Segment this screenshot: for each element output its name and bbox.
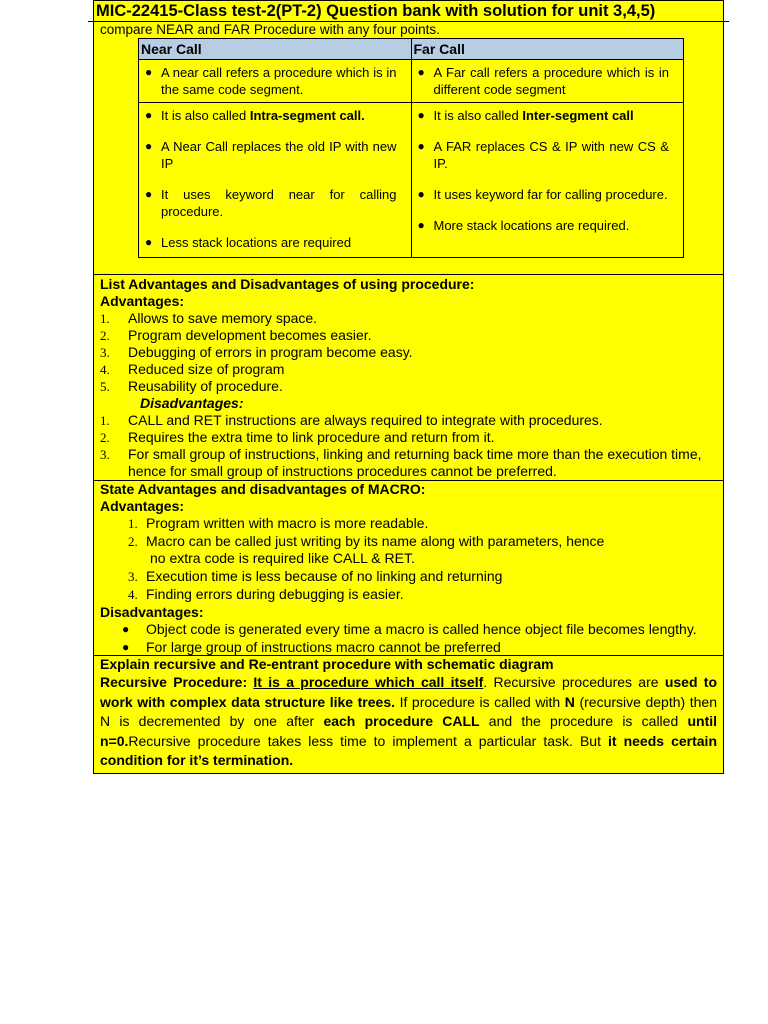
list-item: ● A Near Call replaces the old IP with new IP	[145, 139, 397, 171]
list-item: 2. Macro can be called just writing by its name along with parameters, hence no extra code is required like CALL & RET.	[128, 533, 605, 566]
list-item: ● A near call refers a procedure which is in the same code segment.	[145, 65, 397, 97]
bullet-icon: ●	[145, 139, 153, 153]
list-item: 1. Program written with macro is more readable.	[128, 515, 429, 531]
advantages-heading: Advantages:	[100, 498, 185, 514]
page-title: MIC-22415-Class test-2(PT-2) Question bank with solution for unit 3,4,5)	[88, 1, 729, 22]
question-text: State Advantages and disadvantages of MACRO:	[100, 481, 426, 497]
advantages-heading: Advantages:	[100, 293, 185, 309]
list-item: 5. Reusability of procedure.	[100, 378, 283, 394]
table-cell	[139, 103, 412, 258]
list-item: 1. CALL and RET instructions are always required to integrate with procedures.	[100, 412, 603, 428]
disadvantages-heading: Disadvantages:	[100, 604, 204, 620]
list-item: ● It uses keyword far for calling procedure.	[417, 187, 668, 202]
table-header-near: Near Call	[139, 39, 412, 60]
bullet-icon: ●	[145, 65, 153, 79]
list-item: ● A FAR replaces CS & IP with new CS & IP.	[417, 139, 669, 171]
bullet-icon: ●	[145, 108, 153, 122]
list-item: ● It uses keyword near for calling procedure.	[145, 187, 397, 219]
table-cell	[139, 60, 412, 103]
disadvantages-list	[100, 621, 717, 655]
list-item: ● For large group of instructions macro cannot be preferred	[122, 639, 501, 655]
question-text: Explain recursive and Re-entrant procedure with schematic diagram	[100, 656, 554, 672]
recursive-paragraph: Recursive Procedure: It is a procedure which call itself. Recursive procedures are used to work with complex data structure like trees. If procedure is called with N (recursive depth) then N is decremented by one after each procedure CALL and the procedure is called until n=0.Recursive procedure takes less time to implement a particular task. But it needs certain condition for it’s termination.	[100, 674, 718, 768]
question-procedure-section	[94, 274, 723, 480]
question-macro-section	[94, 480, 723, 655]
question-text: compare NEAR and FAR Procedure with any four points.	[100, 22, 440, 37]
list-item: 4. Finding errors during debugging is easier.	[128, 586, 404, 602]
bullet-icon: ●	[417, 65, 425, 79]
list-item: 1. Allows to save memory space.	[100, 310, 318, 326]
list-item: ● A Far call refers a procedure which is in different code segment	[417, 65, 669, 97]
bullet-icon: ●	[417, 139, 425, 153]
table-header-far: Far Call	[411, 39, 684, 60]
list-item: ● It is also called Intra-segment call.	[145, 108, 365, 123]
question-text: List Advantages and Disadvantages of using procedure:	[100, 276, 475, 292]
list-item: 3. For small group of instructions, linking and returning back time more than the execution time, hence for small group of instructions procedures cannot be preferred.	[100, 446, 702, 479]
list-item: ● It is also called Inter-segment call	[417, 108, 634, 123]
question-near-far-section	[94, 22, 723, 274]
list-item: ● More stack locations are required.	[417, 218, 630, 233]
advantages-list	[100, 515, 717, 603]
list-item: 2. Program development becomes easier.	[100, 327, 372, 343]
comparison-table	[138, 38, 684, 258]
bullet-icon: ●	[145, 187, 153, 201]
advantages-list	[100, 310, 717, 395]
list-item: 3. Execution time is less because of no linking and returning	[128, 568, 503, 584]
list-item: 4. Reduced size of program	[100, 361, 285, 377]
disadvantages-heading: Disadvantages:	[140, 395, 244, 411]
table-cell	[411, 103, 684, 258]
list-item: ● Less stack locations are required	[145, 235, 352, 250]
bullet-icon: ●	[122, 640, 130, 654]
list-item: ● Object code is generated every time a macro is called hence object file becomes lengthy.	[122, 621, 697, 637]
bullet-icon: ●	[145, 235, 153, 249]
question-recursive-section	[94, 655, 723, 773]
question-bank-sheet	[93, 0, 724, 774]
bullet-icon: ●	[417, 187, 425, 201]
table-cell	[411, 60, 684, 103]
bullet-icon: ●	[122, 622, 130, 636]
bullet-icon: ●	[417, 218, 425, 232]
list-item: 3. Debugging of errors in program become easy.	[100, 344, 413, 360]
disadvantages-list	[100, 412, 717, 480]
list-item: 2. Requires the extra time to link procedure and return from it.	[100, 429, 495, 445]
bullet-icon: ●	[417, 108, 425, 122]
